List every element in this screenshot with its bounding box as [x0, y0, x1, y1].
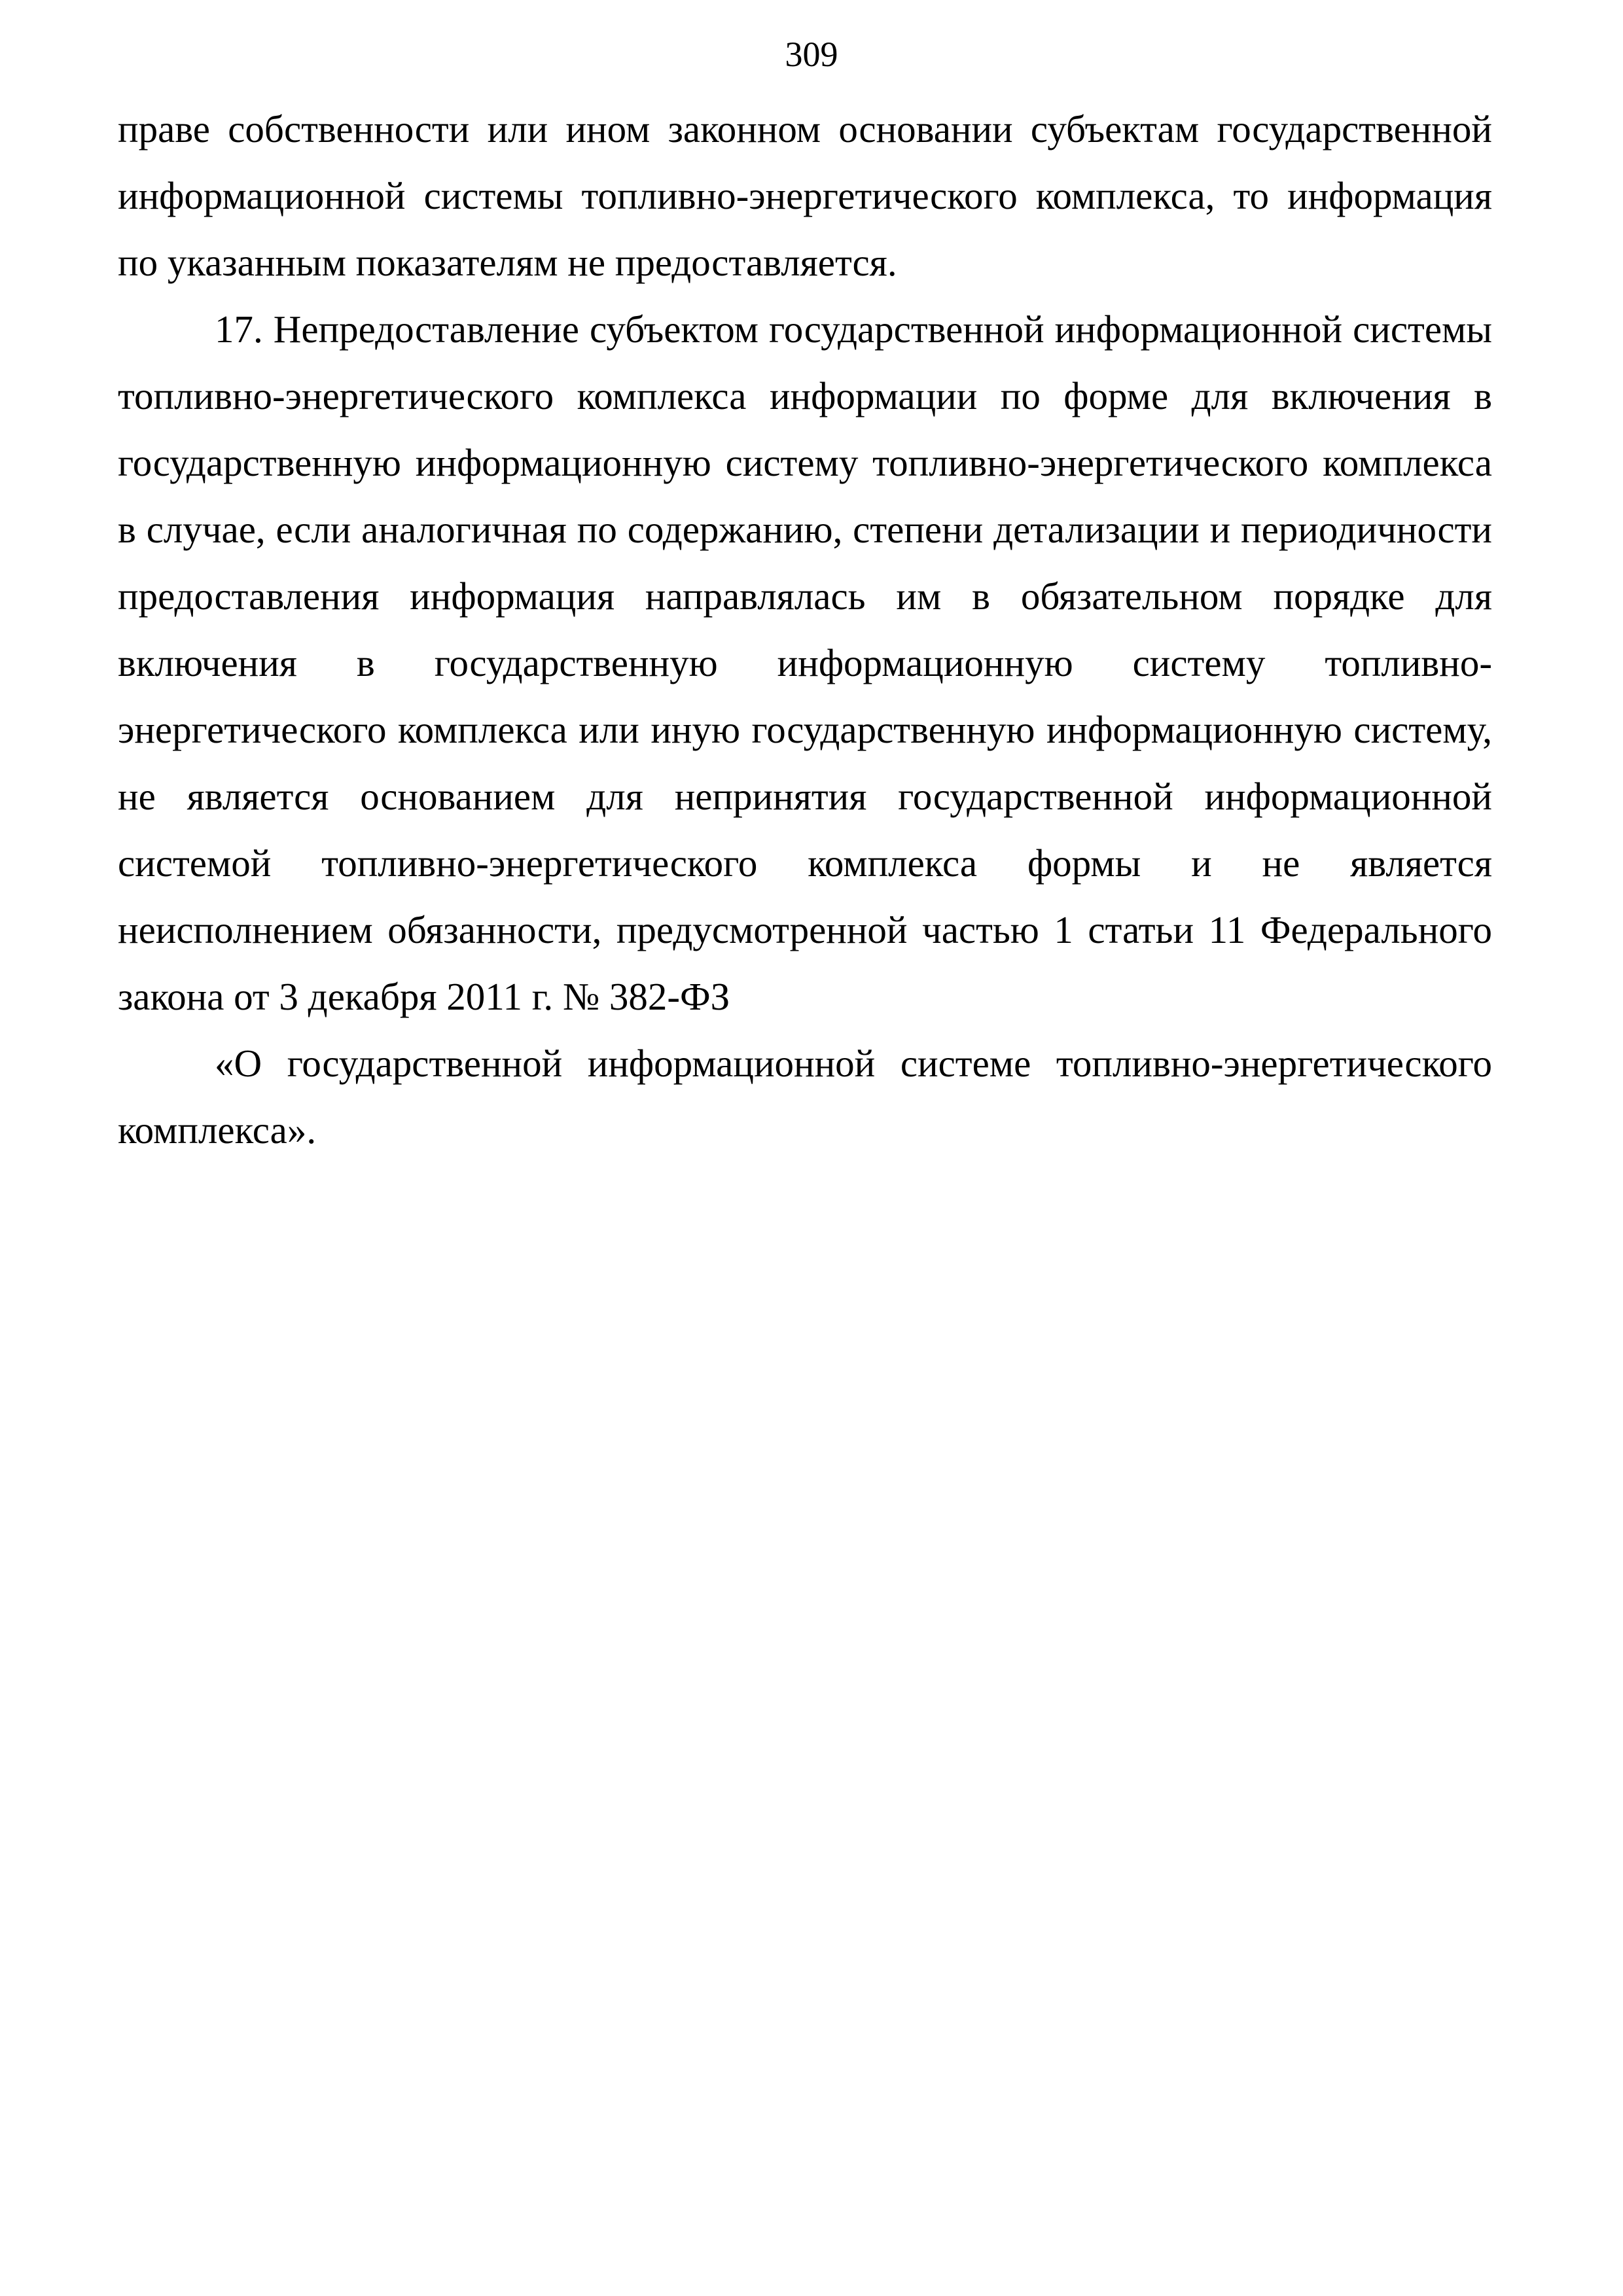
paragraph-17: [118, 296, 1492, 1163]
paragraph-17-end: комплекса».: [118, 1108, 317, 1152]
document-body: [118, 96, 1492, 1163]
paragraph-17-main: 17. Непредоставление субъектом государственной информационной системы топливно-энергетического комплекса информации по форме для включения в государственную информационную систему топливно-энергетического комплекса в случае, если аналогичная по содержанию, степени детализации и периодичности предоставления информация направлялась им в обязательном порядке для включения в государственную информационную систему топливно-энергетического комплекса или иную государственную информационную систему, не является основанием для непринятия государственной информационной системой топливно-энергетического комплекса формы и не является неисполнением обязанности, предусмотренной частью 1 статьи 11 Федерального закона от 3 декабря 2011 г. № 382-ФЗ: [118, 308, 1492, 1018]
paragraph-continuation: праве собственности или ином законном основании субъектам государственной информационной системы топливно-энергетического комплекса, то информация по указанным показателям не предоставляется.: [118, 107, 1492, 284]
page-number: 309: [785, 35, 838, 74]
paragraph-17-law-title: «О государственной информационной системе топливно-энергетического: [215, 1042, 1492, 1085]
